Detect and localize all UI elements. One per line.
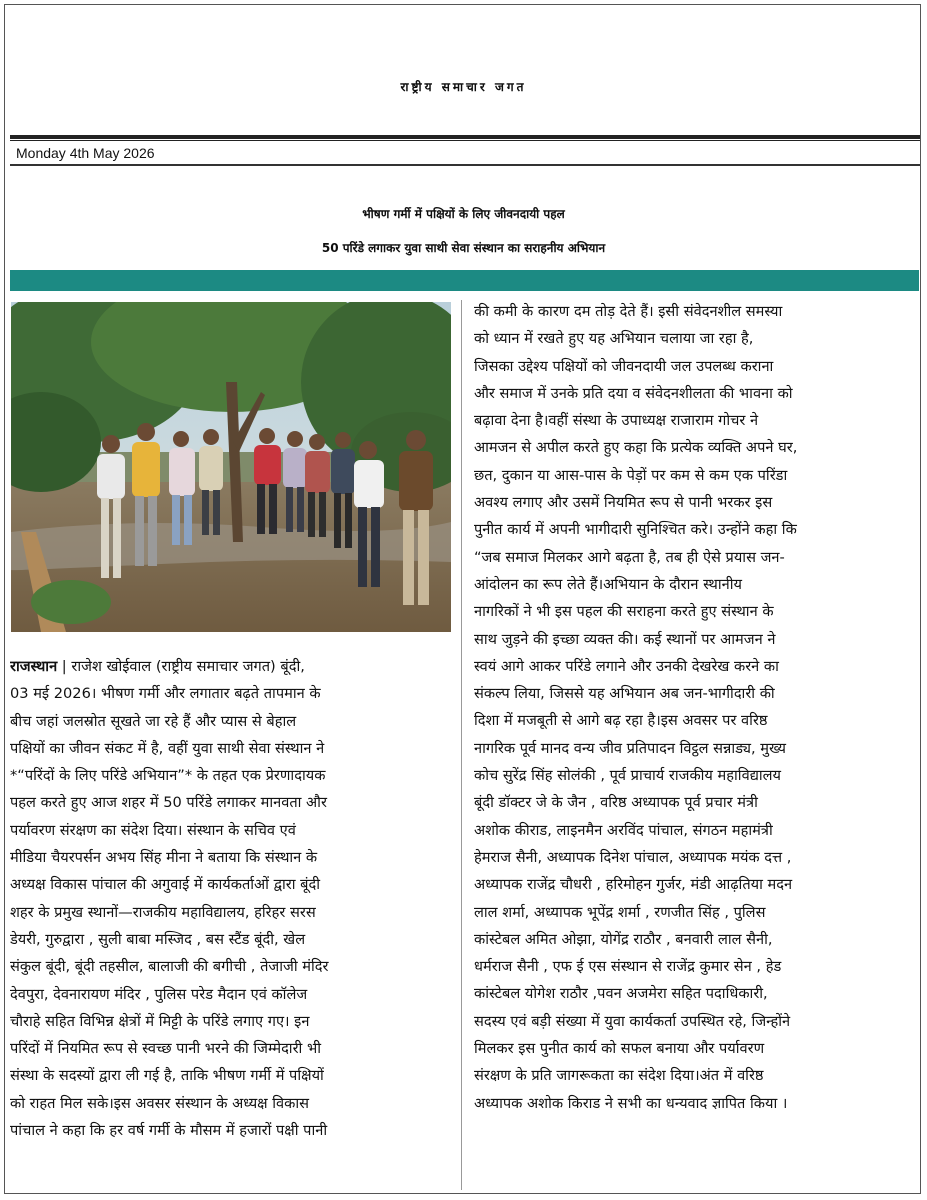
article-line: पक्षियों का जीवन संकट में है, वहीं युवा साथी सेवा संस्थान ने: [10, 739, 325, 757]
article-line: छत, दुकान या आस-पास के पेड़ों पर कम से कम एक परिंडा: [474, 466, 788, 484]
article-right-column: [474, 298, 920, 1117]
article-line: संकुल बूंदी, बूंदी तहसील, बालाजी की बगीची , तेजाजी मंदिर: [10, 958, 329, 976]
article-line: जिसका उद्देश्य पक्षियों को जीवनदायी जल उपलब्ध कराना: [474, 357, 774, 375]
article-line: चौराहे सहित विभिन्न क्षेत्रों में मिट्टी के परिंडे लगाए गए। इन: [10, 1012, 310, 1030]
article-line: की कमी के कारण दम तोड़ देते हैं। इसी संवेदनशील समस्या: [474, 303, 783, 320]
article-line: संरक्षण के प्रति जागरूकता का संदेश दिया।अंत में वरिष्ठ: [474, 1067, 764, 1085]
place-tag: राजस्थान: [10, 658, 58, 675]
article-line: नागरिकों ने भी इस पहल की सराहना करते हुए संस्थान के: [474, 603, 774, 621]
article-line: पर्यावरण संरक्षण का संदेश दिया। संस्थान के सचिव एवं: [10, 821, 296, 839]
article-line: राजस्थान | राजेश खोईवाल (राष्ट्रीय समाचार जगत) बूंदी,: [10, 658, 305, 675]
article-line: कोच सुरेंद्र सिंह सोलंकी , पूर्व प्राचार्य राजकीय महाविद्यालय: [474, 767, 782, 785]
article-line: साथ जुड़ने की इच्छा व्यक्त की। कई स्थानों पर आमजन ने: [474, 630, 776, 648]
article-line: और समाज में उनके प्रति दया व संवेदनशीलता की भावना को: [474, 384, 793, 402]
article-line: संस्था के सदस्यों द्वारा ली गई है, ताकि भीषण गर्मी में पक्षियों: [10, 1067, 324, 1085]
article-line: आमजन से अपील करते हुए कहा कि प्रत्येक व्यक्ति अपने घर,: [474, 439, 798, 457]
article-line: लाल शर्मा, अध्यापक भूपेंद्र शर्मा , रणजीत सिंह , पुलिस: [474, 903, 766, 921]
article-line: परिंदों में नियमित रूप से स्वच्छ पानी भरने की जिम्मेदारी भी: [10, 1040, 322, 1058]
column-divider: [461, 300, 462, 1190]
article-line: अशोक कीराड, लाइनमैन अरविंद पांचाल, संगठन महामंत्री: [474, 821, 773, 839]
article-line: पांचाल ने कहा कि हर वर्ष गर्मी के मौसम में हजारों पक्षी पानी: [10, 1122, 328, 1140]
headline-color-band: [10, 270, 919, 291]
article-line: नागरिक पूर्व मानद वन्य जीव प्रतिपादन विट्ठल सन्नाड्य, मुख्य: [474, 739, 786, 757]
article-line: सदस्य एवं बड़ी संख्या में युवा कार्यकर्ता उपस्थित रहे, जिन्होंने: [474, 1012, 791, 1030]
article-left-column: [10, 653, 453, 1144]
article-line: शहर के प्रमुख स्थानों—राजकीय महाविद्यालय, हरिहर सरस: [10, 903, 316, 921]
article-line: बूंदी डॉक्टर जे के जैन , वरिष्ठ अध्यापक पूर्व प्रचार मंत्री: [474, 794, 758, 812]
article-line: आंदोलन का रूप लेते हैं।अभियान के दौरान स्थानीय: [474, 575, 742, 593]
article-line: देवपुरा, देवनारायण मंदिर , पुलिस परेड मैदान एवं कॉलेज: [10, 985, 308, 1003]
article-line: कांस्टेबल योगेश राठौर ,पवन अजमेरा सहित पदाधिकारी,: [474, 985, 768, 1003]
article-line: संकल्प लिया, जिससे यह अभियान अब जन-भागीदारी की: [474, 685, 775, 703]
article-line: “जब समाज मिलकर आगे बढ़ता है, तब ही ऐसे प्रयास जन-: [474, 548, 785, 566]
article-line: पहल करते हुए आज शहर में 50 परिंडे लगाकर मानवता और: [10, 794, 327, 812]
article-line: धर्मराज सैनी , एफ ई एस संस्थान से राजेंद्र कुमार सेन , हेड: [474, 958, 782, 976]
headline-line-2: 50 परिंडे लगाकर युवा साथी सेवा संस्थान का सराहनीय अभियान: [321, 241, 606, 255]
masthead-rule-top: [10, 135, 920, 139]
article-line: अध्यापक अशोक किराड ने सभी का धन्यवाद ज्ञापित किया ।: [474, 1094, 788, 1112]
article-line: *“परिंदों के लिए परिंडे अभियान”* के तहत एक प्रेरणादायक: [10, 767, 326, 785]
article-line: दिशा में मजबूती से आगे बढ़ रहा है।इस अवसर पर वरिष्ठ: [474, 712, 768, 730]
masthead-rule-thin: [10, 140, 920, 141]
article-line: मीडिया चैयरपर्सन अभय सिंह मीना ने बताया कि संस्थान के: [10, 849, 318, 867]
article-line: को राहत मिल सके।इस अवसर संस्थान के अध्यक्ष विकास: [10, 1094, 310, 1112]
article-line: पुनीत कार्य में अपनी भागीदारी सुनिश्चित करे। उन्होंने कहा कि: [474, 521, 797, 539]
date-line: Monday 4th May 2026: [16, 145, 155, 161]
masthead-title: राष्ट्रीय समाचार जगत: [400, 80, 527, 94]
article-line: कांस्टेबल अमित ओझा, योगेंद्र राठौर , बनवारी लाल सैनी,: [474, 930, 773, 948]
article-line: अवश्य लगाए और उसमें नियमित रूप से पानी भरकर इस: [474, 494, 773, 512]
article-line: अध्यापक राजेंद्र चौधरी , हरिमोहन गुर्जर, मंडी आढ़तिया मदन: [474, 876, 793, 894]
headline-line-1: भीषण गर्मी में पक्षियों के लिए जीवनदायी पहल: [362, 207, 565, 221]
article-line: मिलकर इस पुनीत कार्य को सफल बनाया और पर्यावरण: [474, 1040, 765, 1058]
article-line: 03 मई 2026। भीषण गर्मी और लगातार बढ़ते तापमान के: [10, 685, 321, 703]
article-line: बीच जहां जलस्रोत सूखते जा रहे हैं और प्यास से बेहाल: [10, 712, 297, 730]
article-line: अध्यक्ष विकास पांचाल की अगुवाई में कार्यकर्ताओं द्वारा बूंदी: [10, 876, 321, 894]
article-line: हेमराज सैनी, अध्यापक दिनेश पांचाल, अध्यापक मयंक दत्त ,: [474, 848, 792, 866]
article-line: स्वयं आगे आकर परिंडे लगाने और उनकी देखरेख करने का: [474, 657, 779, 675]
date-rule: [10, 164, 920, 166]
article-line: बढ़ावा देना है।वहीं संस्था के उपाध्यक्ष राजाराम गोचर ने: [474, 412, 759, 430]
article-line: डेयरी, गुरुद्वारा , सुली बाबा मस्जिद , बस स्टैंड बूंदी, खेल: [10, 930, 306, 948]
article-line: को ध्यान में रखते हुए यह अभियान चलाया जा रहा है,: [474, 330, 754, 348]
group-photo: [11, 302, 451, 632]
